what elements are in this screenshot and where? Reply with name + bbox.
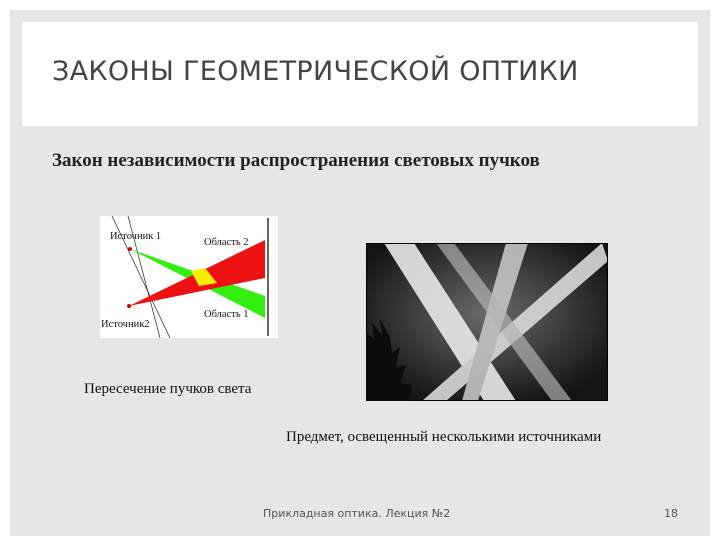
source-2-point <box>127 304 131 308</box>
caption-photo: Предмет, освещенный несколькими источниками <box>286 429 602 445</box>
label-region-1: Область 1 <box>204 309 249 320</box>
beam-intersection-diagram <box>100 216 278 338</box>
page-number: 18 <box>664 507 678 520</box>
illuminated-object-photo <box>366 243 608 401</box>
caption-intersection: Пересечение пучков света <box>84 381 252 397</box>
label-region-2: Область 2 <box>204 237 249 248</box>
slide-title: ЗАКОНЫ ГЕОМЕТРИЧЕСКОЙ ОПТИКИ <box>52 56 579 87</box>
label-source-1: Источник 1 <box>110 231 162 242</box>
slide-subtitle: Закон независимости распространения световых пучков <box>52 150 540 171</box>
label-source-2: Источник2 <box>101 319 150 330</box>
source-1-point <box>128 247 132 251</box>
footer-lecture-label: Прикладная оптика. Лекция №2 <box>263 507 451 520</box>
